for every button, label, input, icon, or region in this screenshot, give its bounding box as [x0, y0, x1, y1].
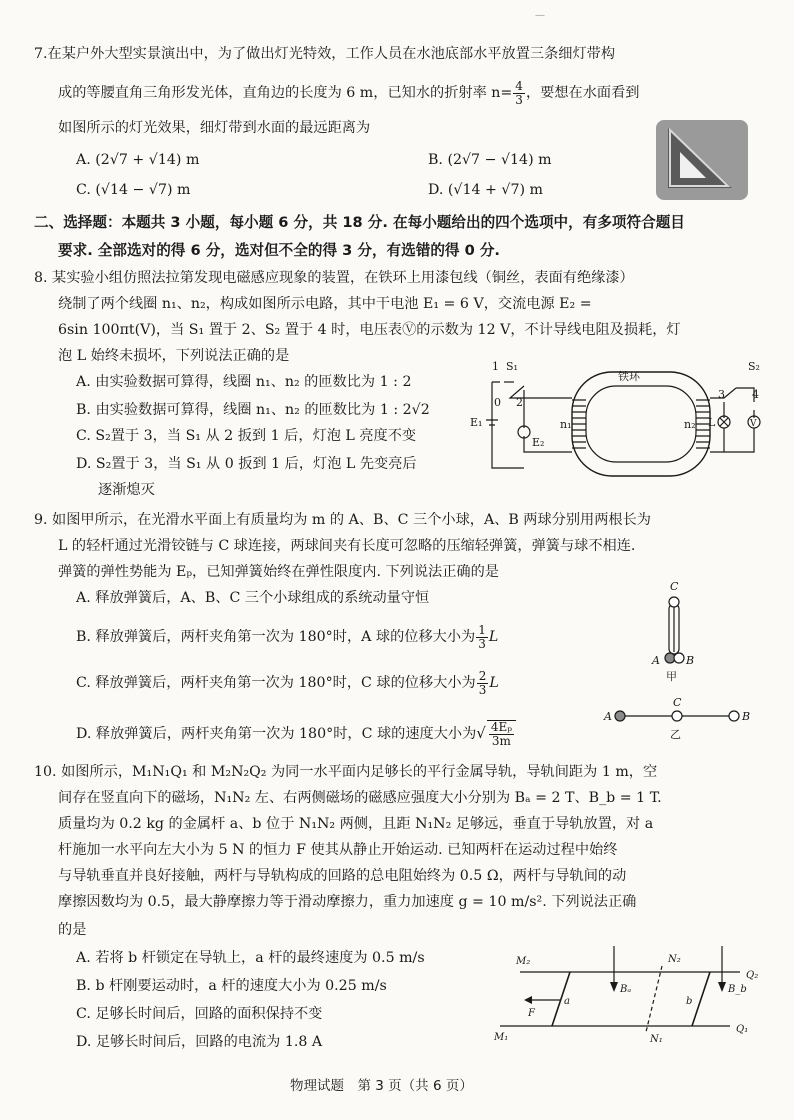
q10-line1: 10. 如图所示，M₁N₁Q₁ 和 M₂N₂Q₂ 为同一水平面内足够长的平行金属导轨，导轨间距为 1 m，空 — [34, 764, 658, 780]
q9-option-c[interactable]: C. 释放弹簧后，两杆夹角第一次为 180°时，C 球的位移大小为 $\frac{2}{3}$ L — [76, 669, 499, 697]
q9-fig-label-b-bottom: B — [742, 710, 751, 723]
q8-line1: 8. 某实验小组仿照法拉第发现电磁感应现象的装置，在铁环上用漆包线（铜丝，表面有绝缘漆） — [34, 270, 634, 286]
q10-option-a[interactable]: A. 若将 b 杆锁定在导轨上，a 杆的最终速度为 0.5 m/s — [76, 950, 425, 966]
q9-line3: 弹簧的弹性势能为 Eₚ，已知弹簧始终在弹性限度内. 下列说法正确的是 — [58, 564, 499, 580]
q7-option-b[interactable]: B. (2√7 − √14) m — [428, 152, 552, 168]
q8-fig-e2: E₂ — [532, 436, 545, 449]
q8-line2: 绕制了两个线圈 n₁、n₂，构成如图所示电路，其中干电池 E₁ = 6 V，交流电源 E₂ = — [58, 296, 592, 312]
q8-fig-switch-s1: S₁ — [506, 360, 518, 373]
q10-line5: 与导轨垂直并良好接触，两杆与导轨构成的回路的总电阻始终为 0.5 Ω，两杆与导轨间的动 — [58, 868, 627, 884]
q9-fig-jia: 甲 — [666, 670, 677, 683]
q9-fig-label-a-top: A — [652, 654, 660, 667]
q10-option-d[interactable]: D. 足够长时间后，回路的电流为 1.8 A — [76, 1034, 323, 1050]
q9-line1: 9. 如图甲所示，在光滑水平面上有质量均为 m 的 A、B、C 三个小球，A、B 两球分别用两根长为 — [34, 512, 651, 528]
q10-fig-n2: N₂ — [668, 954, 681, 965]
q8-option-b[interactable]: B. 由实验数据可算得，线圈 n₁、n₂ 的匝数比为 1 : 2√2 — [76, 402, 430, 418]
section2-line1: 二、选择题：本题共 3 小题，每小题 6 分，共 18 分. 在每小题给出的四个选项中，有多项符合题目 — [34, 214, 685, 231]
q10-line7: 的是 — [58, 922, 87, 938]
q8-fig-e1: E₁ — [470, 416, 483, 429]
q10-fig-force-f: F — [528, 1008, 535, 1019]
q10-fig-q1: Q₁ — [736, 1024, 749, 1035]
q9-option-d[interactable]: D. 释放弹簧后，两杆夹角第一次为 180°时，C 球的速度大小为√ $\frac{\text{4Eₚ}}{3m}$ — [76, 720, 516, 747]
q8-fig-terminal-1: 1 — [492, 360, 499, 373]
q9-fig-label-c-top: C — [670, 580, 679, 593]
q9-ball-diagram — [600, 576, 770, 744]
q10-fig-n1: N₁ — [650, 1034, 663, 1045]
q8-option-d-line1[interactable]: D. S₂置于 3，当 S₁ 从 0 扳到 1 后，灯泡 L 先变亮后 — [76, 456, 417, 472]
q10-line2: 间存在竖直向下的磁场，N₁N₂ 左、右两侧磁场的磁感应强度大小分别为 Bₐ = 2 T、B_b = 1 T. — [58, 790, 662, 806]
q10-fig-m2: M₂ — [516, 956, 531, 967]
q10-fig-rod-a: a — [564, 996, 570, 1007]
page-footer: 物理试题 第 3 页（共 6 页） — [290, 1078, 473, 1094]
q10-line3: 质量均为 0.2 kg 的金属杆 a、b 位于 N₁N₂ 两侧，且距 N₁N₂ 足够远，垂直于导轨放置，对 a — [58, 816, 654, 832]
q10-fig-q2: Q₂ — [746, 970, 759, 981]
q9-fig-label-c-bottom: C — [673, 696, 682, 709]
q10-rail-diagram — [490, 946, 780, 1046]
q10-fig-ba: Bₐ — [620, 984, 632, 995]
q10-line4: 杆施加一水平向左大小为 5 N 的恒力 F 使其从静止开始运动. 已知两杆在运动过程中始终 — [58, 842, 618, 858]
q10-option-c[interactable]: C. 足够长时间后，回路的面积保持不变 — [76, 1006, 323, 1022]
q7-line1: 7.在某户外大型实景演出中，为了做出灯光特效，工作人员在水池底部水平放置三条细灯带构 — [34, 46, 616, 62]
header-mark: — — [535, 10, 545, 21]
q8-fig-n2: n₂ — [684, 418, 696, 431]
q7-option-d[interactable]: D. (√14 + √7) m — [428, 182, 543, 198]
q8-fig-terminal-0: 0 — [494, 396, 501, 409]
q8-fig-iron-ring: 铁环 — [618, 370, 640, 383]
section2-line2: 要求. 全部选对的得 6 分，选对但不全的得 3 分，有选错的得 0 分. — [58, 242, 500, 259]
q8-option-c[interactable]: C. S₂置于 3，当 S₁ 从 2 扳到 1 后，灯泡 L 亮度不变 — [76, 428, 417, 444]
q8-fig-lamp: L — [708, 416, 716, 429]
q8-option-a[interactable]: A. 由实验数据可算得，线圈 n₁、n₂ 的匝数比为 1 : 2 — [76, 374, 412, 390]
q9-fig-label-a-bottom: A — [604, 710, 612, 723]
q10-fig-rod-b: b — [686, 996, 693, 1007]
q7-line2: 成的等腰直角三角形发光体，直角边的长度为 6 m，已知水的折射率 n= $\frac{4}{3}$ ，要想在水面看到 — [58, 79, 640, 107]
q9-option-a[interactable]: A. 释放弹簧后，A、B、C 三个小球组成的系统动量守恒 — [76, 590, 430, 606]
q8-circuit-diagram — [462, 358, 774, 490]
q10-option-b[interactable]: B. b 杆刚要运动时，a 杆的速度大小为 0.25 m/s — [76, 978, 387, 994]
q7-triangle-photo — [656, 120, 748, 200]
q8-fig-switch-s2: S₂ — [748, 360, 760, 373]
q10-fig-bb: B_b — [728, 984, 747, 995]
q8-line4: 泡 L 始终未损坏，下列说法正确的是 — [58, 348, 290, 364]
q7-line3: 如图所示的灯光效果，细灯带到水面的最远距离为 — [58, 120, 371, 136]
q8-fig-terminal-4: 4 — [752, 388, 759, 401]
q8-fig-terminal-2: 2 — [516, 396, 523, 409]
q8-fig-n1: n₁ — [560, 418, 572, 431]
q7-option-c[interactable]: C. (√14 − √7) m — [76, 182, 191, 198]
q9-fig-label-b-top: B — [686, 654, 695, 667]
q8-fig-terminal-3: 3 — [718, 388, 725, 401]
q7-option-a[interactable]: A. (2√7 + √14) m — [76, 152, 200, 168]
q9-fig-yi: 乙 — [670, 728, 681, 741]
q9-line2: L 的轻杆通过光滑铰链与 C 球连接，两球间夹有长度可忽略的压缩轻弹簧，弹簧与球不相连. — [58, 538, 636, 554]
q8-line3: 6sin 100πt(V)，当 S₁ 置于 2、S₂ 置于 4 时，电压表Ⓥ的示数为 12 V，不计导线电阻及损耗，灯 — [58, 322, 681, 338]
q8-option-d-line2: 逐渐熄灭 — [98, 482, 155, 498]
q10-line6: 摩擦因数均为 0.5，最大静摩擦力等于滑动摩擦力，重力加速度 g = 10 m/s². 下列说法正确 — [58, 894, 637, 910]
q8-fig-voltmeter: V — [750, 419, 757, 429]
q9-option-b[interactable]: B. 释放弹簧后，两杆夹角第一次为 180°时，A 球的位移大小为 $\frac{1}{3}$ L — [76, 623, 499, 651]
q7-fraction: $\frac{4}{3}$ — [515, 79, 523, 107]
q10-fig-m1: M₁ — [494, 1032, 509, 1043]
